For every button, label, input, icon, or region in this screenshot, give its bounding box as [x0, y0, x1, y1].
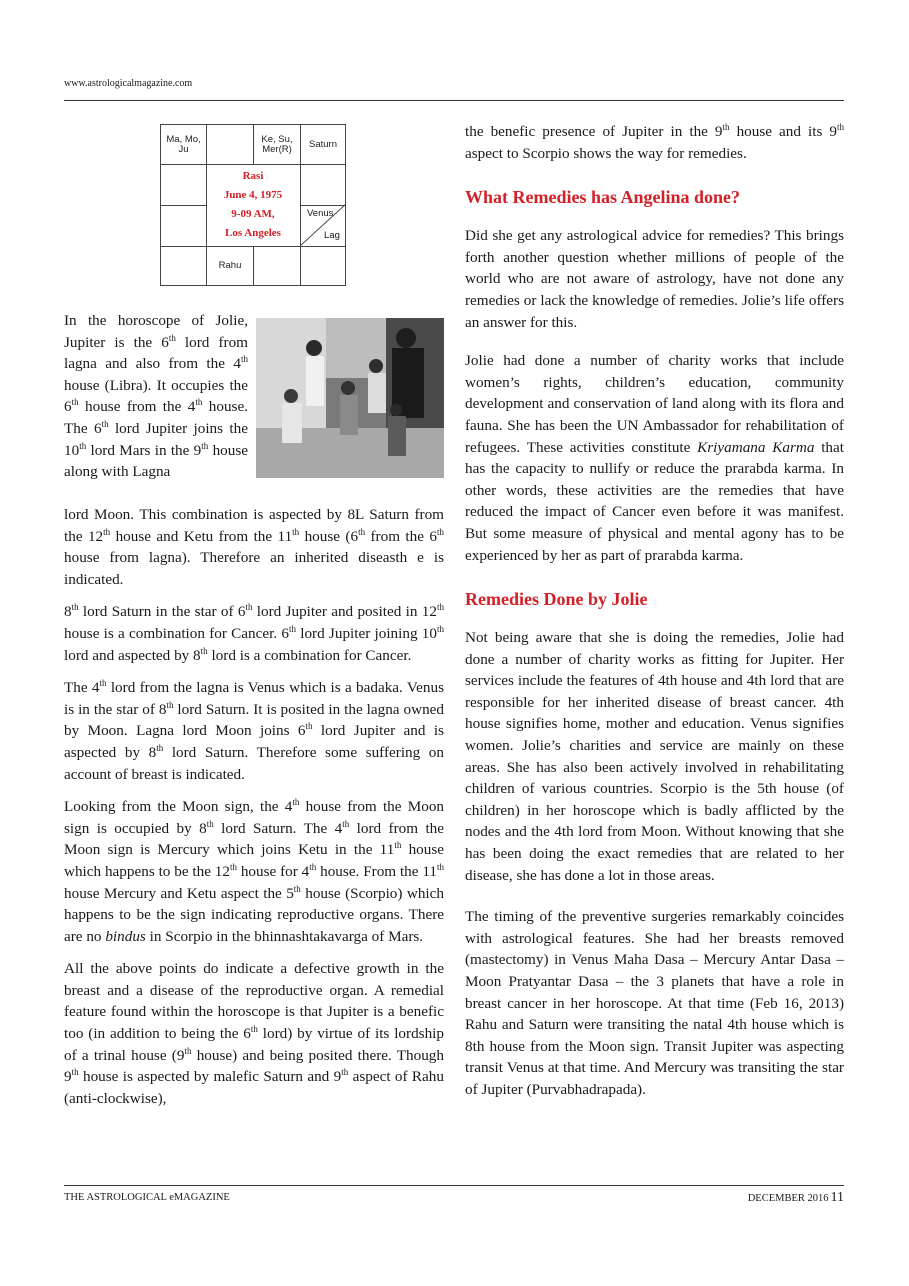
sup: th — [168, 332, 176, 343]
rasi-cell-bottom-1 — [160, 246, 207, 286]
sup: th — [836, 121, 844, 132]
text: in Scorpio in the bhinnashtakavarga of Mars. — [145, 927, 424, 945]
text: house (Libra). It occupies the 6 — [64, 376, 248, 416]
text: lord Jupiter and is aspected by 8 — [64, 722, 444, 761]
sup: th — [240, 354, 248, 365]
sup: th — [71, 397, 79, 408]
sup: th — [436, 861, 444, 872]
rasi-cell-bottom-4 — [300, 246, 346, 286]
sup: th — [184, 1045, 192, 1056]
sup: th — [206, 818, 214, 829]
paragraph-1: Did she get any astrological advice for remedies? This brings forth another question whether millions of people of the world who are not aware of astrology, have not done any remedies or lack the knowledge of remedies. Jolie’s life offers an answer for this. — [465, 227, 844, 331]
text: lord from the Moon sign is Mercury which joins Ketu in the 11 — [64, 819, 445, 859]
rasi-cell-bottom-3 — [253, 246, 301, 286]
rasi-venus: Venus — [307, 208, 334, 219]
text: lord) by virtue of its lordship of a trinal house (9 — [64, 1025, 444, 1064]
sup: th — [99, 678, 107, 689]
rasi-cell-left-2 — [160, 205, 207, 247]
text: house (Scorpio) which happens to be the sign indicating reproductive organs. There are no — [64, 884, 444, 945]
text: house is a combination for Cancer. 6 — [64, 624, 289, 642]
text: aspect to Scorpio shows the way for remedies. — [465, 144, 747, 162]
left-column — [64, 504, 444, 1109]
text: lord from the lagna is Venus which is a badaka. Venus is in the star of 8 — [64, 679, 444, 718]
sup: th — [200, 645, 208, 656]
text: house along with Lagna — [64, 441, 248, 481]
sup: th — [201, 440, 209, 451]
text: lord is a combination for Cancer. — [207, 646, 412, 664]
footer-issue: DECEMBER 2016 — [747, 1193, 829, 1204]
paragraph-cont — [64, 504, 444, 590]
text: Jolie had done a number of charity works that include women’s rights, children’s education, community development and conservation of land along with its flora and fauna. She has been the UN Ambassador for rehabilitation of refugees. These activities constitute — [465, 352, 844, 456]
text: house) and being posited there. Though 9 — [64, 1046, 444, 1086]
photo-image — [256, 318, 444, 478]
rasi-cell-top-2 — [206, 124, 254, 165]
rasi-cell-label: Ma, Mo, Ju — [166, 133, 201, 155]
text: lord Saturn. Therefore some suffering on account of breast is indicated. — [64, 743, 444, 783]
paragraph — [64, 310, 248, 483]
paragraph-3: Not being aware that she is doing the remedies, Jolie had done a number of charity works as fitting for Jupiter. Her services include the features of 4th house and 4th lord that are responsible for her inherited disease of breast cancer. 4th house signifies home, mother and education. Venus signifies women. Jolie’s charities and service are mainly on these areas. She has also been actively involved in rehabilitating children of various countries. Scorpio is the 5th house (of children) in her horoscope which is badly afflicted by the nodes and the 4th lord from Moon. Without knowing that she has been doing the exact remedies that are related to her disease, she has done a lot in those areas. — [465, 629, 844, 884]
header-rule — [64, 100, 844, 101]
text: house and Ketu from the 11 — [110, 527, 293, 545]
rasi-center-place: Los Angeles — [225, 227, 281, 239]
sup: th — [79, 440, 87, 451]
text: house and its 9 — [729, 123, 837, 140]
text: house for 4 — [237, 862, 310, 880]
text: aspect of Rahu (anti-clockwise), — [64, 1068, 444, 1107]
page-number: 11 — [830, 1190, 844, 1205]
text: lord Mars in the 9 — [86, 441, 202, 459]
rasi-cell-label: Saturn — [309, 138, 337, 150]
rasi-cell-top-3 — [253, 124, 301, 165]
heading-remedies-angelina: What Remedies has Angelina done? — [465, 187, 741, 208]
text: house. From the 11 — [316, 862, 437, 880]
text: All the above points do indicate a defective growth in the breast and a disease of the reproductive organ. A remedial feature found within the horoscope is that Jupiter is a benefic too (in addition to being the 6 — [64, 960, 444, 1043]
footer-right — [748, 1190, 844, 1206]
sup: th — [358, 526, 366, 537]
paragraph-4 — [64, 796, 444, 947]
sup: th — [293, 883, 301, 894]
sup: th — [156, 742, 164, 753]
text: lord from lagna and also from the 4 — [64, 333, 248, 373]
text: house which happens to be the 12 — [64, 841, 444, 880]
sup: th — [250, 1024, 258, 1034]
text: lord Moon. This combination is aspected by 8L Saturn from the 12 — [64, 506, 444, 545]
sup: th — [309, 861, 317, 872]
text-italic: bindus — [105, 927, 146, 945]
sup: th — [288, 623, 296, 634]
sup: th — [245, 602, 253, 613]
paragraph-5 — [64, 958, 444, 1109]
sup: th — [341, 1067, 349, 1078]
text: lord Saturn. It is posited in the lagna owned by Moon. Lagna lord Moon joins 6 — [64, 700, 444, 740]
text-italic: Kriyamana Karma — [697, 438, 815, 456]
sup: th — [436, 623, 444, 634]
rasi-center-date: June 4, 1975 — [223, 189, 283, 201]
sup: th — [292, 797, 300, 808]
sup: th — [305, 721, 313, 732]
paragraph-3 — [64, 677, 444, 785]
rasi-cell-left-1 — [160, 164, 207, 206]
rasi-cell-top-4 — [300, 124, 346, 165]
rasi-chart — [160, 124, 346, 286]
text: the benefic presence of Jupiter in the 9 — [465, 123, 723, 140]
jolie-family-photo — [256, 318, 444, 478]
text: lord Jupiter joining 10 — [295, 624, 437, 642]
heading-remedies-done: Remedies Done by Jolie — [465, 589, 648, 610]
text: house is aspected by malefic Saturn and 9 — [78, 1068, 342, 1086]
footer-magazine: THE ASTROLOGICAL eMAGAZINE — [64, 1192, 230, 1203]
rasi-cell-right-1 — [300, 164, 346, 206]
paragraph-4: The timing of the preventive surgeries remarkably coincides with astrological features. She had her breasts removed (mastectomy) in Venus Maha Dasa – Mercury Antar Dasa – Moon Pratyantar Dasa – the 3 planets that have a role in breast cancer in her horoscope. At that time (Feb 16, 2013) Rahu and Saturn were transiting the natal 4th house which is 8th house from the Moon sign. Transit Jupiter was aspecting transit Venus at that time. And Mercury was transiting the star of Jupiter (Purvabhadrapada). — [465, 908, 844, 1098]
text: The 4 — [64, 679, 100, 697]
text: from the 6 — [365, 527, 437, 545]
sup: th — [101, 418, 109, 429]
rasi-cell-bottom-2 — [206, 246, 254, 286]
right-column — [465, 121, 844, 1101]
sup: th — [166, 699, 174, 710]
footer-rule — [64, 1185, 844, 1186]
paragraph-2 — [465, 350, 844, 566]
sup: th — [436, 526, 444, 537]
text: house. The 6 — [64, 398, 248, 437]
sup: th — [394, 840, 402, 851]
text: house Mercury and Ketu aspect the 5 — [64, 884, 294, 902]
text: lord Saturn. The 4 — [213, 819, 343, 837]
paragraph-2 — [64, 601, 444, 666]
rasi-center — [206, 164, 300, 246]
text: house (6 — [299, 527, 359, 545]
text: house from the 4 — [78, 398, 196, 416]
rasi-cell-label: Rahu — [218, 260, 242, 272]
sup: th — [229, 861, 237, 872]
rasi-lag: Lag — [324, 230, 340, 241]
sup: th — [292, 526, 300, 537]
sup: th — [722, 121, 730, 132]
text: lord Jupiter and posited in 12 — [252, 603, 437, 621]
text: 8 — [64, 603, 72, 621]
text: lord Saturn in the star of 6 — [78, 603, 246, 621]
sup: th — [436, 602, 444, 613]
sup: th — [71, 1067, 79, 1078]
sup: th — [342, 818, 350, 829]
paragraph-0 — [465, 121, 844, 164]
left-wrap-paragraph — [64, 310, 248, 483]
rasi-center-title: Rasi — [242, 170, 264, 182]
text: In the horoscope of Jolie, Jupiter is the 6 — [64, 312, 248, 351]
rasi-center-time: 9-09 AM, — [231, 208, 275, 220]
text: lord and aspected by 8 — [64, 646, 201, 664]
text: lord Jupiter joins the 10 — [64, 419, 248, 459]
rasi-cell-top-1 — [160, 124, 207, 165]
rasi-cell-label: Ke, Su, Mer(R) — [261, 133, 293, 155]
sup: th — [71, 602, 79, 613]
header-url: www.astrologicalmagazine.com — [64, 78, 193, 89]
text: that has the capacity to nullify or reduce the prarabda karma. In other words, these activities are the remedies that have reduced the impact of Cancer even before it was manifest. But some measure of physical and mental agony has to be experienced by her as part of prarabda karma. — [465, 438, 844, 564]
text: house from the Moon sign is occupied by 8 — [64, 798, 445, 837]
text: house from lagna). Therefore an inherited diseasth e is indicated. — [64, 549, 444, 588]
sup: th — [103, 526, 111, 537]
text: Looking from the Moon sign, the 4 — [64, 798, 293, 816]
sup: th — [195, 397, 203, 408]
